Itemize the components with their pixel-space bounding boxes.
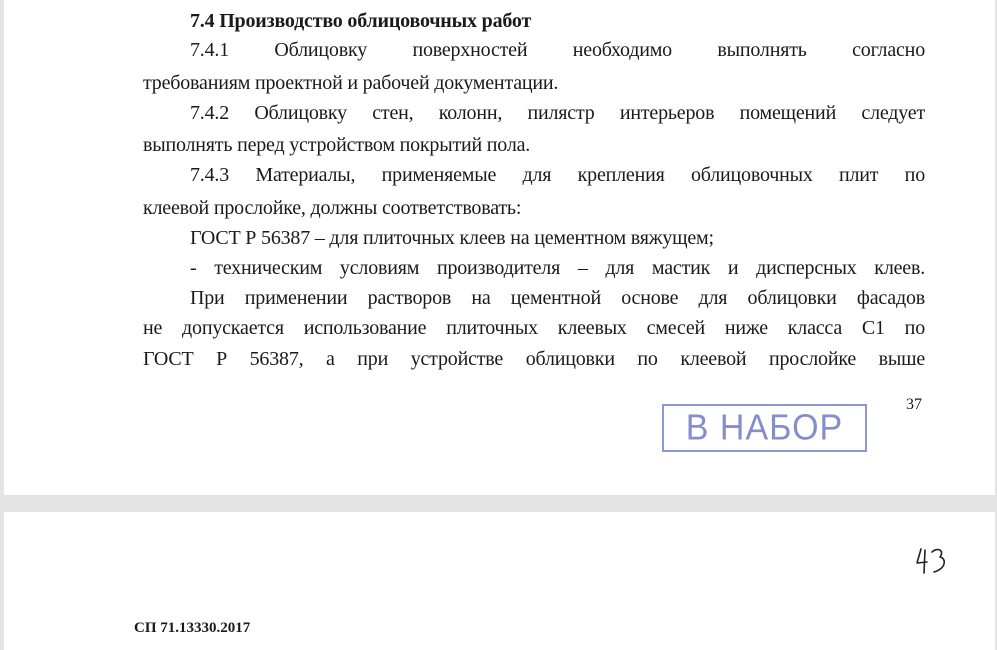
- paragraph-line: 7.4.3 Материалы, применяемые для крепления облицовочных плит по: [190, 164, 925, 186]
- stamp-text: В НАБОР: [685, 407, 844, 448]
- document-code: СП 71.13330.2017: [134, 620, 251, 636]
- paragraph-line: требованиям проектной и рабочей документации.: [143, 72, 559, 94]
- paragraph-line: выполнять перед устройством покрытий пола.: [143, 134, 531, 156]
- stamp: [662, 404, 867, 452]
- list-item: - техническим условиям производителя – для мастик и дисперсных клеев.: [190, 257, 925, 279]
- paragraph-line: 7.4.1 Облицовку поверхностей необходимо выполнять согласно: [190, 39, 925, 61]
- paragraph-line: ГОСТ Р 56387, а при устройстве облицовки по клеевой прослойке выше: [143, 348, 925, 370]
- page-number: 37: [906, 396, 922, 413]
- section-heading: 7.4 Производство облицовочных работ: [190, 10, 532, 32]
- paragraph-line: клеевой прослойке, должны соответствовать:: [143, 197, 522, 219]
- paragraph-line: При применении растворов на цементной основе для облицовки фасадов: [190, 287, 925, 309]
- paragraph-line: не допускается использование плиточных клеевых смесей ниже класса С1 по: [143, 317, 925, 339]
- list-item: ГОСТ Р 56387 – для плиточных клеев на цементном вяжущем;: [190, 227, 714, 249]
- handwritten-mark-icon: [915, 546, 951, 576]
- paragraph-line: 7.4.2 Облицовку стен, колонн, пилястр интерьеров помещений следует: [190, 102, 925, 124]
